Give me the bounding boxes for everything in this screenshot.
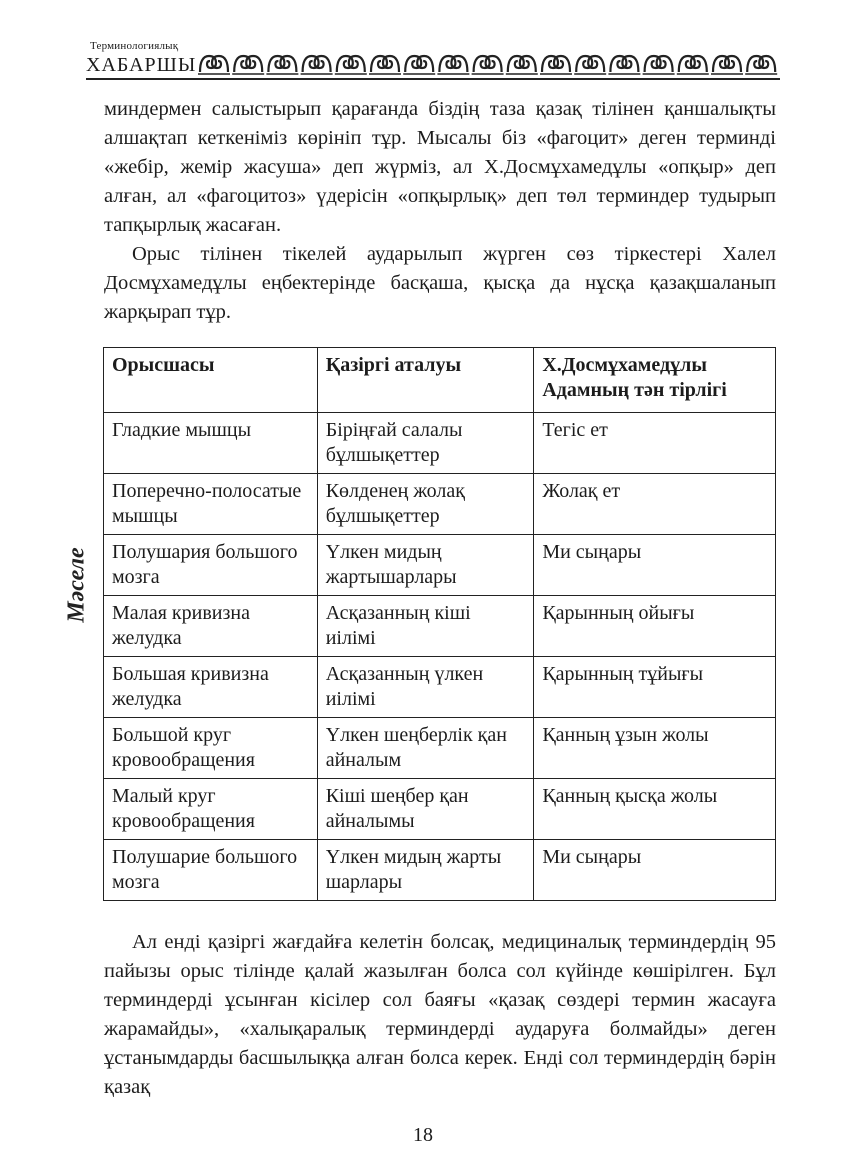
ornament-scroll-unit (472, 56, 504, 74)
table-cell: Жолақ ет (534, 474, 776, 535)
column-header-current: Қазіргі аталуы (317, 348, 534, 413)
ornament-scroll-unit (437, 56, 469, 74)
ornament-scroll-unit (745, 56, 777, 74)
journal-name: ХАБАРШЫ (86, 54, 197, 76)
ornament-scroll-unit (266, 56, 298, 74)
table-cell: Гладкие мышцы (104, 413, 318, 474)
table-row (104, 779, 776, 840)
header-rule (86, 78, 780, 80)
repeating-scroll-ornament-icon (196, 50, 780, 76)
table-cell: Кіші шеңбер қан айналымы (317, 779, 534, 840)
ornament-scroll-unit (198, 56, 230, 74)
paragraph-2: Орыс тілінен тікелей аударылып жүрген сөз тіркестері Халел Досмұхамедұлы еңбектерінде басқаша, қысқа да нұсқа қазақшаланып жарқырап тұр. (104, 243, 776, 323)
column-header-dosmukhamedov: Х.Досмұхамедұлы Адамның тән тірлігі (534, 348, 776, 413)
column-header-russian: Орысшасы (104, 348, 318, 413)
ornament-scroll-unit (643, 56, 675, 74)
table-cell: Ми сыңары (534, 840, 776, 901)
ornament-scroll-unit (574, 56, 606, 74)
table-cell: Полушарие большого мозга (104, 840, 318, 901)
table-cell: Қарынның тұйығы (534, 657, 776, 718)
table-header-row (104, 348, 776, 413)
table-cell: Полушария большого мозга (104, 535, 318, 596)
ornament-scroll-unit (403, 56, 435, 74)
table-cell: Көлденең жолақ бұлшықеттер (317, 474, 534, 535)
table-row (104, 413, 776, 474)
section-side-label (52, 535, 102, 635)
table-cell: Біріңғай салалы бұлшықеттер (317, 413, 534, 474)
ornament-scroll-unit (506, 56, 538, 74)
table-cell: Большой круг кровообращения (104, 718, 318, 779)
table-cell: Малая кривизна желудка (104, 596, 318, 657)
ornament-scroll-unit (369, 56, 401, 74)
ornament-scroll-unit (232, 56, 264, 74)
table-row (104, 596, 776, 657)
table-row (104, 535, 776, 596)
table-cell: Малый круг кровообращения (104, 779, 318, 840)
table-cell: Үлкен мидың жартышарлары (317, 535, 534, 596)
table-row (104, 718, 776, 779)
table-cell: Қанның қысқа жолы (534, 779, 776, 840)
paragraph-1: миндермен салыстырып қарағанда біздің таза қазақ тілінен қаншалықты алшақтап кеткеніміз көрініп тұр. Мысалы біз «фагоцит» деген терминді «жебір, жемір жасуша» деп жүрміз, ал Х.Досмұхамедұлы «опқыр» деп алған, ал «фагоцитоз» үдерісін «опқырлық» деп төл терминдер тудырып тапқырлық жасаған. (104, 98, 776, 236)
ornament-scroll-unit (711, 56, 743, 74)
table-row (104, 474, 776, 535)
journal-name-small: Терминологиялық (90, 40, 179, 52)
table-cell: Тегіс ет (534, 413, 776, 474)
ornament-scroll-unit (677, 56, 709, 74)
table-cell: Асқазанның кіші иілімі (317, 596, 534, 657)
ornament-scroll-unit (301, 56, 333, 74)
table-row (104, 657, 776, 718)
table-cell: Большая кривизна желудка (104, 657, 318, 718)
paragraph-3: Ал енді қазіргі жағдайға келетін болсақ, медициналық терминдердің 95 пайызы орыс тілінде қалай жазылған болса сол күйінде көшірілген. Бұл терминдерді ұсынған кісілер сол баяғы «қазақ сөздері термин жасауға жарамайды», «халықаралық терминдерді аударуға болмайды» деген ұстанымдарды басшылыққа алған болса керек. Енді сол терминдердің бәрін қазақ (104, 931, 776, 1098)
table-cell: Ми сыңары (534, 535, 776, 596)
table-cell: Үлкен шеңберлік қан айналым (317, 718, 534, 779)
table-cell: Қанның ұзын жолы (534, 718, 776, 779)
ornament-scroll-unit (608, 56, 640, 74)
terminology-table (103, 347, 776, 901)
ornament-scroll-unit (540, 56, 572, 74)
table-cell: Қарынның ойығы (534, 596, 776, 657)
table-cell: Поперечно-полосатые мышцы (104, 474, 318, 535)
ornament-scroll-unit (335, 56, 367, 74)
running-header (86, 40, 780, 82)
table-cell: Асқазанның үлкен иілімі (317, 657, 534, 718)
table-cell: Үлкен мидың жарты шарлары (317, 840, 534, 901)
table-row (104, 840, 776, 901)
section-label-text: Мәселе (63, 547, 90, 623)
page-number: 18 (413, 1124, 433, 1146)
